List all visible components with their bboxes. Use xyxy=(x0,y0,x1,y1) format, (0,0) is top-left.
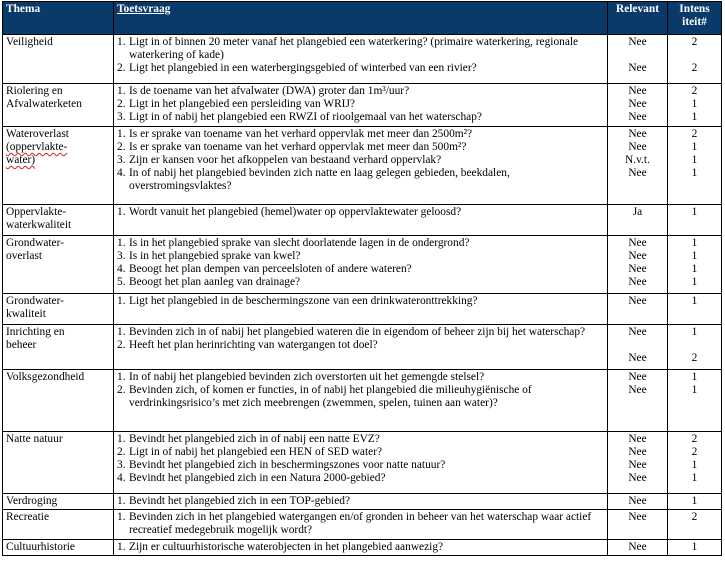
table-row xyxy=(3,236,722,294)
relevant-cell: Nee xyxy=(608,540,668,556)
table-row xyxy=(3,540,722,556)
intensiteit-cell: 1 xyxy=(668,205,722,236)
thema-cell: Cultuurhistorie xyxy=(3,540,114,556)
table-row xyxy=(3,325,722,370)
question-cell: 1. Ligt het plangebied in de beschermingszone van een drinkwateronttrekking? xyxy=(114,294,608,325)
relevant-cell: Nee xyxy=(608,510,668,540)
thema-cell: Veiligheid xyxy=(3,35,114,84)
table-row xyxy=(3,494,722,510)
question-cell: 1. Is in het plangebied sprake van slecht doorlatende lagen in de ondergrond? 3. Is in het plangebied sprake van kwel? 4. Beoogt het plan dempen van perceelsloten of andere wateren? 5. Beoogt het plan aanleg van drainage? xyxy=(114,236,608,294)
intensiteit-cell: 2 xyxy=(668,510,722,540)
thema-cell: Verdroging xyxy=(3,494,114,510)
thema-cell: Recreatie xyxy=(3,510,114,540)
relevant-cell: Nee Nee xyxy=(608,370,668,432)
question-cell: 1. Is de toename van het afvalwater (DWA) groter dan 1m³/uur? 2. Ligt in het plangebied een persleiding van WRIJ? 3. Ligt in of nabij het plangebied een RWZI of rioolgemaal van het waterschap? xyxy=(114,84,608,127)
table-row xyxy=(3,294,722,325)
table-row xyxy=(3,35,722,84)
table-row xyxy=(3,127,722,205)
intensiteit-cell: 1 1 xyxy=(668,370,722,432)
relevant-cell: Nee Nee xyxy=(608,325,668,370)
relevant-cell: Nee xyxy=(608,494,668,510)
thema-cell: Inrichting en beheer xyxy=(3,325,114,370)
table-row xyxy=(3,510,722,540)
header-intensiteit: Intens iteit# xyxy=(668,2,722,35)
relevant-cell: Nee Nee xyxy=(608,35,668,84)
thema-cell: Volksgezondheid xyxy=(3,370,114,432)
question-cell: 1. Zijn er cultuurhistorische waterobjecten in het plangebied aanwezig? xyxy=(114,540,608,556)
intensiteit-cell: 1 1 1 1 xyxy=(668,236,722,294)
water-assessment-table xyxy=(2,1,722,556)
question-cell: 1. Wordt vanuit het plangebied (hemel)water op oppervlaktewater geloosd? xyxy=(114,205,608,236)
relevant-cell: Nee Nee Nee Nee xyxy=(608,236,668,294)
intensiteit-cell: 1 xyxy=(668,540,722,556)
thema-cell: Riolering en Afvalwaterketen xyxy=(3,84,114,127)
header-toetsvraag: Toetsvraag xyxy=(114,2,608,35)
header-relevant: Relevant xyxy=(608,2,668,35)
table-row xyxy=(3,432,722,494)
question-cell: 1. In of nabij het plangebied bevinden zich overstorten uit het gemengde stelsel? 2. Bevinden zich, of komen er functies, in of nabij het plangebied die milieuhygiënische of verdrinkingsrisico’s met zich meebrengen (zwemmen, spelen, tuinen aan water)? xyxy=(114,370,608,432)
thema-cell: Oppervlakte- waterkwaliteit xyxy=(3,205,114,236)
intensiteit-cell: 2 1 1 xyxy=(668,84,722,127)
header-thema: Thema xyxy=(3,2,114,35)
question-cell: 1. Bevinden zich in of nabij het plangebied wateren die in eigendom of beheer zijn bij het waterschap? 2. Heeft het plan herinrichting van watergangen tot doel? xyxy=(114,325,608,370)
table-row xyxy=(3,84,722,127)
intensiteit-cell: 2 2 xyxy=(668,35,722,84)
intensiteit-cell: 1 xyxy=(668,494,722,510)
question-cell: 1. Bevindt het plangebied zich in een TOP-gebied? xyxy=(114,494,608,510)
question-cell: 1. Is er sprake van toename van het verhard oppervlak met meer dan 2500m²? 2. Is er sprake van toename van het verhard oppervlak met meer dan 500m²? 3. Zijn er kansen voor het afkoppelen van bestaand verhard oppervlak? 4. In of nabij het plangebied bevinden zich natte en laag gelegen gebieden, beekdalen, overstromingsvlaktes? xyxy=(114,127,608,205)
intensiteit-cell: 2 2 1 1 xyxy=(668,432,722,494)
thema-cell: Natte natuur xyxy=(3,432,114,494)
table-row xyxy=(3,205,722,236)
question-cell: 1. Ligt in of binnen 20 meter vanaf het plangebied een waterkering? (primaire waterkering, regionale waterkering of kade) 2. Ligt het plangebied in een waterbergingsgebied of winterbed van een rivier? xyxy=(114,35,608,84)
relevant-cell: Nee xyxy=(608,294,668,325)
relevant-cell: Nee Nee Nee xyxy=(608,84,668,127)
relevant-cell: Nee Nee N.v.t. Nee xyxy=(608,127,668,205)
thema-cell: Grondwater- overlast xyxy=(3,236,114,294)
intensiteit-cell: 1 xyxy=(668,294,722,325)
question-cell: 1. Bevinden zich in het plangebied watergangen en/of gronden in beheer van het waterschap waar actief recreatief medegebruik mogelijk wordt? xyxy=(114,510,608,540)
intensiteit-cell: 1 2 xyxy=(668,325,722,370)
question-cell: 1. Bevindt het plangebied zich in of nabij een natte EVZ? 2. Ligt in of nabij het plangebied een HEN of SED water? 3. Bevindt het plangebied zich in beschermingszones voor natte natuur? 4. Bevindt het plangebied zich in een Natura 2000-gebied? xyxy=(114,432,608,494)
thema-cell: Grondwater- kwaliteit xyxy=(3,294,114,325)
relevant-cell: Nee Nee Nee Nee xyxy=(608,432,668,494)
header-row xyxy=(3,2,722,35)
intensiteit-cell: 2 1 1 1 xyxy=(668,127,722,205)
table-row xyxy=(3,370,722,432)
thema-cell: Wateroverlast (oppervlakte- water) xyxy=(3,127,114,205)
relevant-cell: Ja xyxy=(608,205,668,236)
